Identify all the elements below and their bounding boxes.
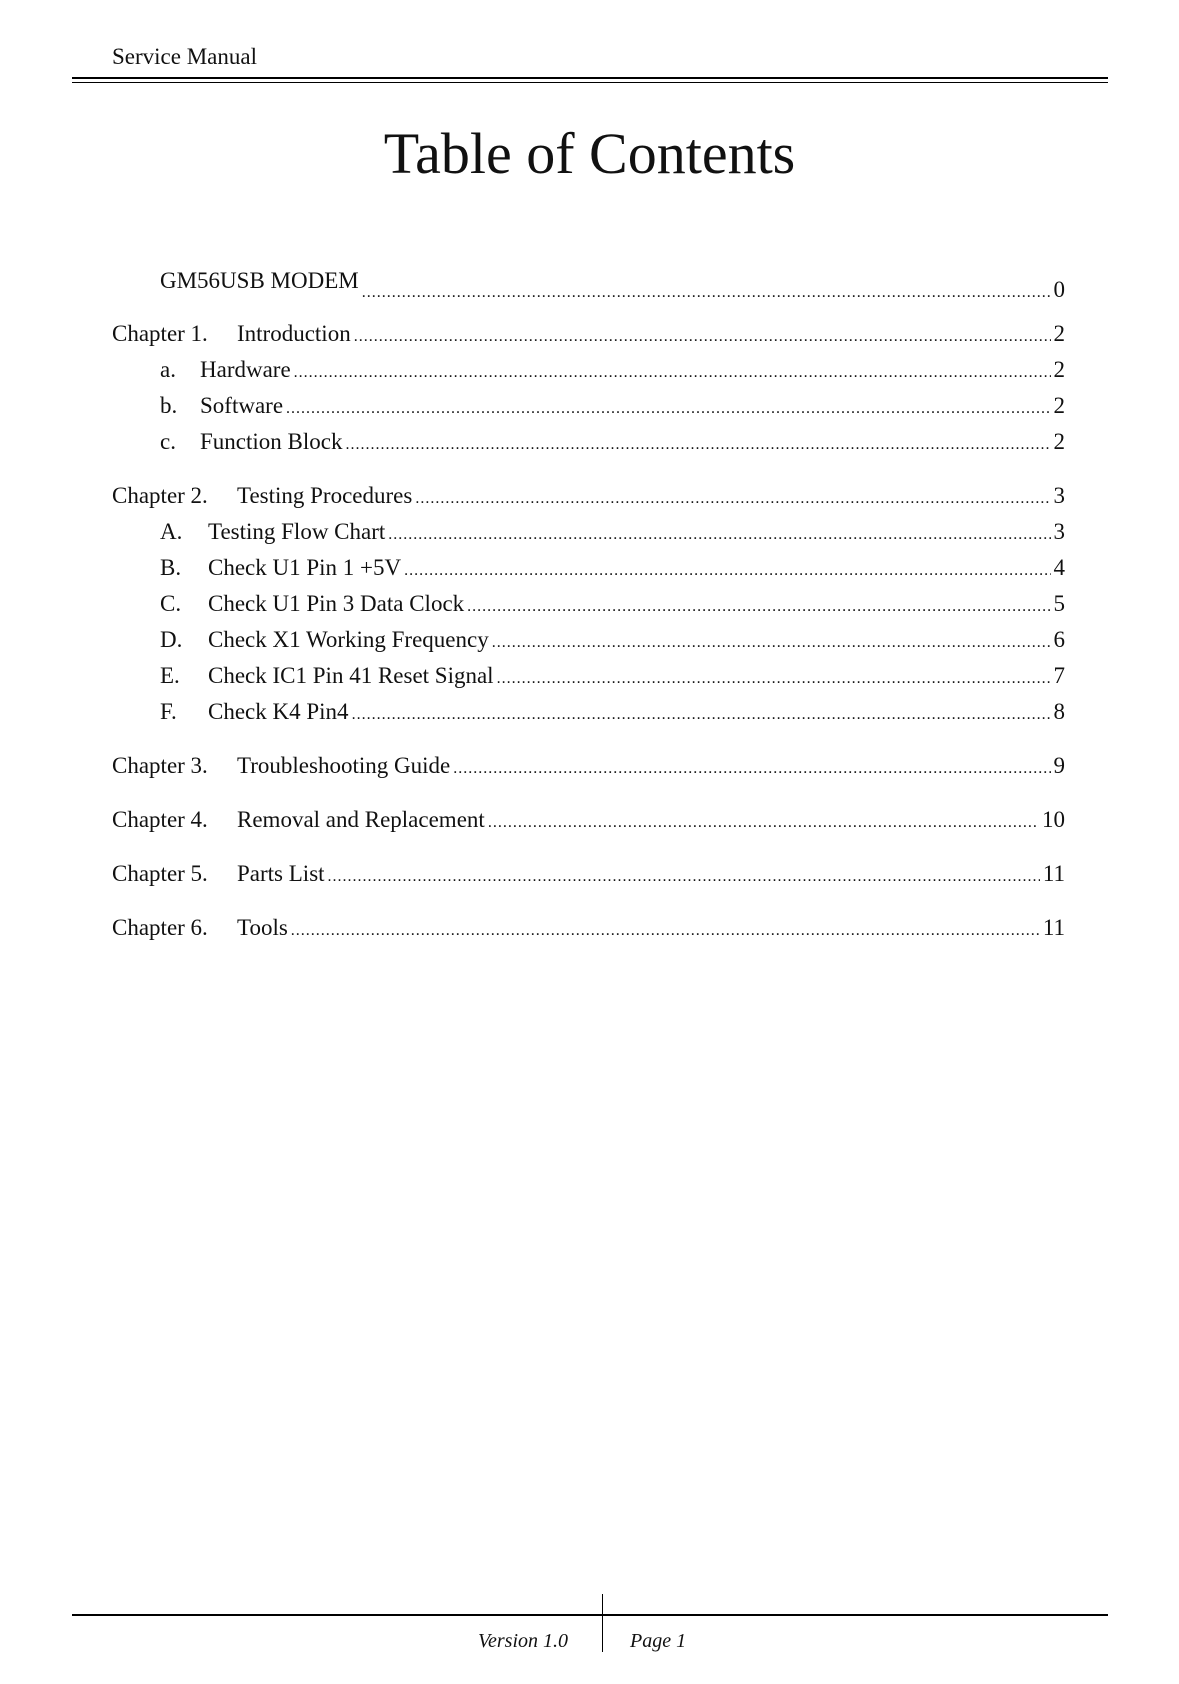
toc-entry-label: Hardware xyxy=(200,357,291,382)
toc-entry-label: Check IC1 Pin 41 Reset Signal xyxy=(208,663,494,688)
toc-entry-label: Parts List xyxy=(237,861,325,886)
toc-entry-page: 11 xyxy=(1042,915,1065,940)
page-title: Table of Contents xyxy=(383,121,796,186)
dot-leader xyxy=(286,393,1050,425)
toc-entry-label: Introduction xyxy=(237,321,351,346)
toc-entry-label: Function Block xyxy=(200,429,343,454)
toc-entry[interactable] xyxy=(112,516,1065,548)
toc-entry-page: 11 xyxy=(1042,861,1065,886)
toc-entry-number: B. xyxy=(160,555,182,580)
toc-entry[interactable] xyxy=(112,624,1065,656)
toc-entry-page: 8 xyxy=(1053,699,1065,724)
dot-leader xyxy=(354,321,1051,353)
toc-entry[interactable] xyxy=(112,858,1065,890)
toc-entry[interactable] xyxy=(112,480,1065,512)
footer-version: Version 1.0 xyxy=(478,1630,568,1652)
toc-entry-number: Chapter 6. xyxy=(112,915,208,940)
dot-leader xyxy=(294,357,1051,389)
dot-leader xyxy=(328,861,1040,893)
toc-entry-number: C. xyxy=(160,591,182,616)
toc-entry-page: 2 xyxy=(1053,321,1065,346)
dot-leader xyxy=(345,429,1050,461)
toc-entry-page: 6 xyxy=(1053,627,1065,652)
footer-separator xyxy=(602,1594,603,1652)
toc-entry[interactable] xyxy=(112,265,1065,302)
toc-entry-number: c. xyxy=(160,429,176,454)
toc-entry-label: Check U1 Pin 1 +5V xyxy=(208,555,402,580)
toc-entry-label: Troubleshooting Guide xyxy=(237,753,451,778)
header-divider xyxy=(72,77,1108,83)
dot-leader xyxy=(488,807,1039,839)
toc-entry-number: Chapter 4. xyxy=(112,807,208,832)
toc-entry-label: Tools xyxy=(237,915,288,940)
toc-entry-page: 10 xyxy=(1042,807,1065,832)
dot-leader xyxy=(291,915,1040,947)
toc-entry-page: 3 xyxy=(1053,519,1065,544)
toc-entry-number: Chapter 2. xyxy=(112,483,208,508)
toc-entry-page: 9 xyxy=(1053,753,1065,778)
toc-entry[interactable] xyxy=(112,390,1065,422)
dot-leader xyxy=(352,699,1051,731)
toc-entry[interactable] xyxy=(112,750,1065,782)
toc-entry-number: b. xyxy=(160,393,178,418)
toc-entry-label: GM56USB MODEM xyxy=(160,268,359,293)
toc-entry-number: a. xyxy=(160,357,176,382)
toc-entry[interactable] xyxy=(112,660,1065,692)
toc-entry-number: Chapter 1. xyxy=(112,321,208,346)
dot-leader xyxy=(388,519,1050,551)
footer-page-number: Page 1 xyxy=(630,1630,687,1652)
toc-entry-number: A. xyxy=(160,519,183,544)
toc-entry-label: Check K4 Pin4 xyxy=(208,699,349,724)
toc-entry-page: 5 xyxy=(1053,591,1065,616)
toc-entry-label: Removal and Replacement xyxy=(237,807,485,832)
dot-leader xyxy=(362,277,1051,309)
dot-leader xyxy=(415,483,1050,515)
toc-entry-number: Chapter 5. xyxy=(112,861,208,886)
toc-entry-label: Check X1 Working Frequency xyxy=(208,627,489,652)
toc-entry-label: Software xyxy=(200,393,284,418)
toc-entry[interactable] xyxy=(112,696,1065,728)
header-title: Service Manual xyxy=(112,44,257,69)
toc-entry-number: Chapter 3. xyxy=(112,753,208,778)
toc-entry-page: 2 xyxy=(1053,393,1065,418)
toc-entry-number: D. xyxy=(160,627,183,652)
dot-leader xyxy=(497,663,1051,695)
toc-entry-number: F. xyxy=(160,699,177,724)
toc-entry-label: Testing Flow Chart xyxy=(208,519,386,544)
toc-entry-page: 3 xyxy=(1053,483,1065,508)
toc-entry-label: Check U1 Pin 3 Data Clock xyxy=(208,591,465,616)
dot-leader xyxy=(492,627,1051,659)
toc-entry-page: 4 xyxy=(1053,555,1065,580)
toc-entry[interactable] xyxy=(112,588,1065,620)
toc-entry-label: Testing Procedures xyxy=(237,483,413,508)
dot-leader xyxy=(453,753,1050,785)
toc-entry[interactable] xyxy=(112,426,1065,458)
toc-entry[interactable] xyxy=(112,318,1065,350)
toc-entry-page: 2 xyxy=(1053,357,1065,382)
dot-leader xyxy=(404,555,1050,587)
toc-entry-page: 7 xyxy=(1053,663,1065,688)
toc-entry[interactable] xyxy=(112,552,1065,584)
toc-entry-page: 2 xyxy=(1053,429,1065,454)
toc-entry[interactable] xyxy=(112,354,1065,386)
toc-entry-number: E. xyxy=(160,663,180,688)
toc-entry[interactable] xyxy=(112,912,1065,944)
footer-divider xyxy=(72,1614,1108,1616)
toc-entry-page: 0 xyxy=(1053,277,1065,302)
dot-leader xyxy=(467,591,1050,623)
toc-entry[interactable] xyxy=(112,804,1065,836)
